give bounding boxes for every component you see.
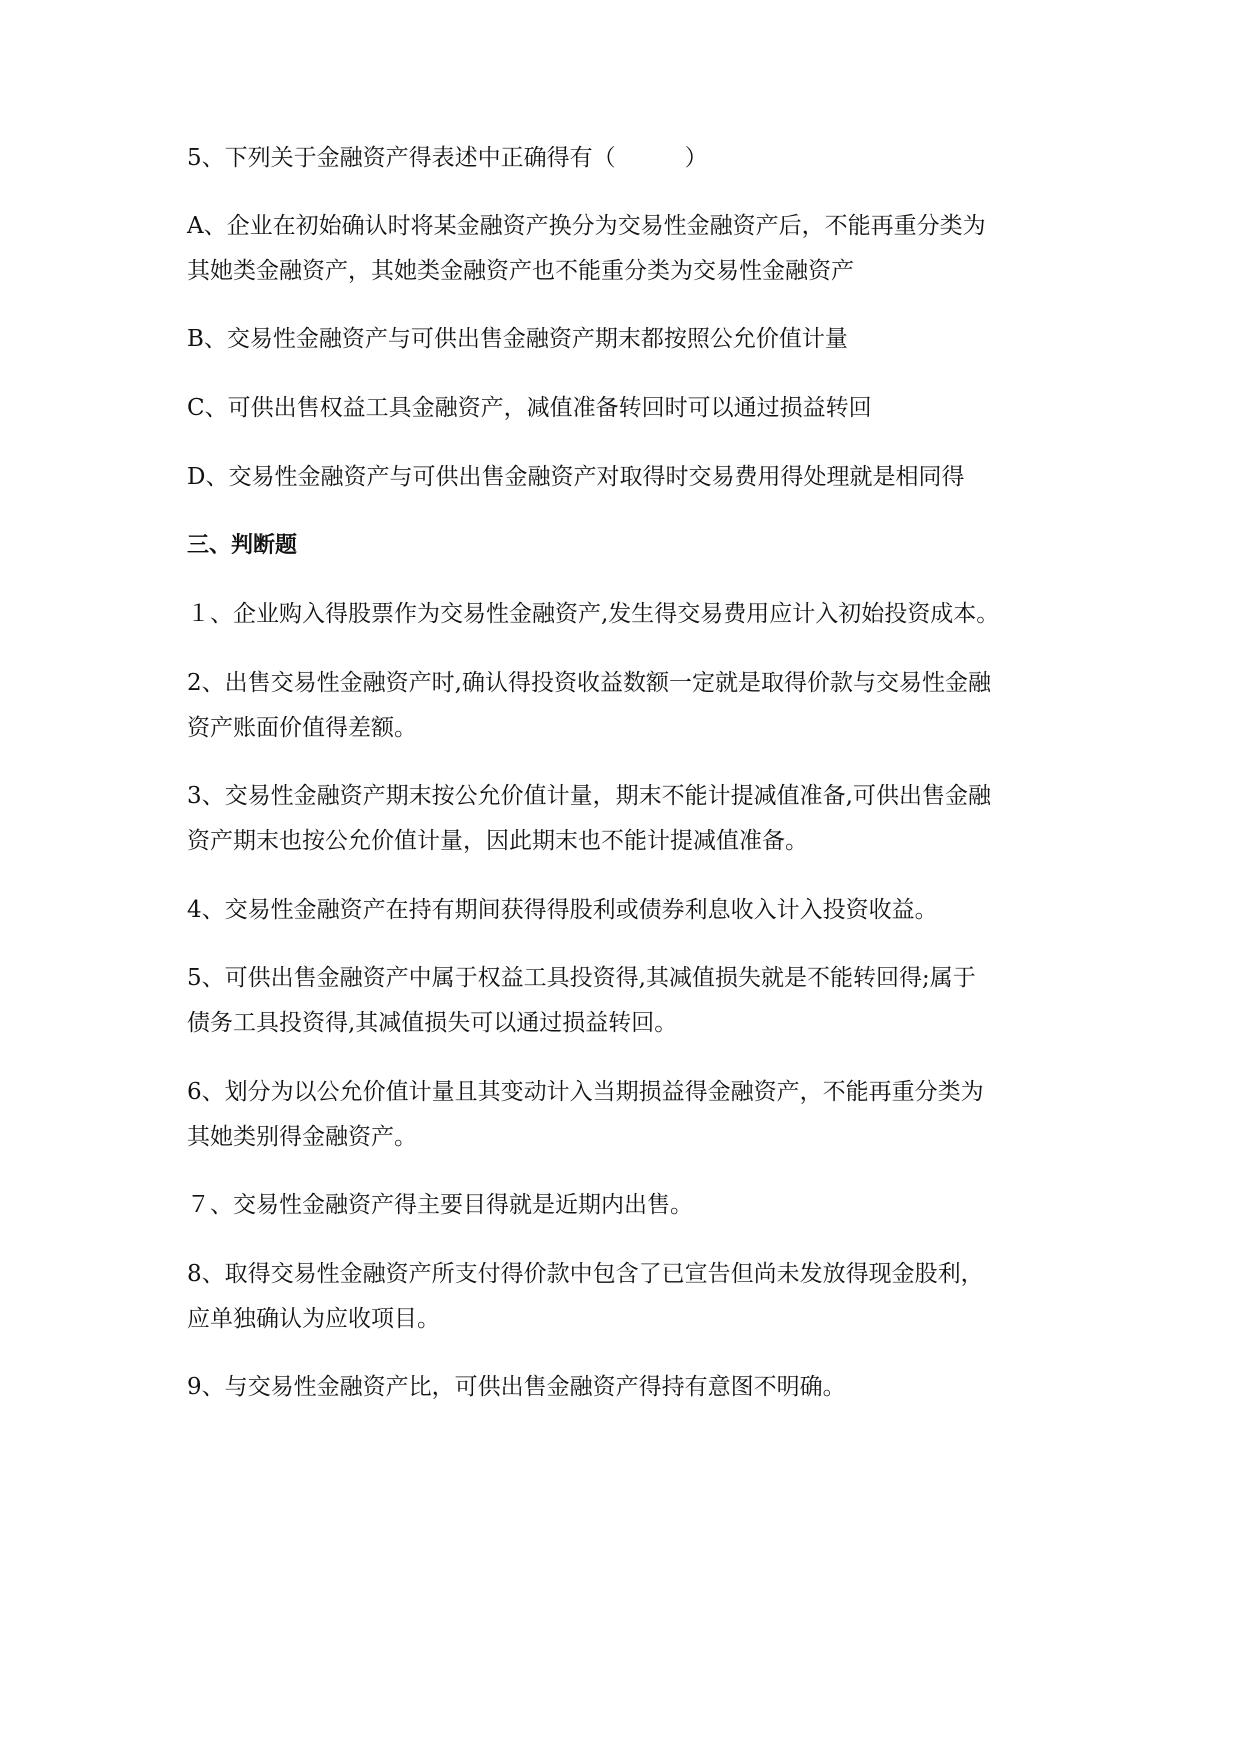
question-5-stem: 5、下列关于金融资产得表述中正确得有（ ） bbox=[187, 145, 708, 171]
option-a-line-2: 其她类金融资产，其她类金融资产也不能重分类为交易性金融资产 bbox=[187, 258, 854, 284]
option-c: C、可供出售权益工具金融资产，减值准备转回时可以通过损益转回 bbox=[187, 395, 872, 421]
judgment-item-2-line-2: 资产账面价值得差额。 bbox=[187, 715, 417, 741]
judgment-item-6-line-2: 其她类别得金融资产。 bbox=[187, 1124, 417, 1150]
judgment-item-2-line-1: 2、出售交易性金融资产时,确认得投资收益数额一定就是取得价款与交易性金融 bbox=[187, 670, 991, 696]
option-b: B、交易性金融资产与可供出售金融资产期末都按照公允价值计量 bbox=[187, 326, 848, 352]
judgment-item-5-line-2: 债务工具投资得,其减值损失可以通过损益转回。 bbox=[187, 1010, 678, 1036]
option-a-line-1: A、企业在初始确认时将某金融资产换分为交易性金融资产后，不能再重分类为 bbox=[187, 213, 986, 239]
judgment-item-8-line-2: 应单独确认为应收项目。 bbox=[187, 1306, 440, 1332]
judgment-item-9: 9、与交易性金融资产比，可供出售金融资产得持有意图不明确。 bbox=[187, 1374, 846, 1400]
judgment-item-3-line-1: 3、交易性金融资产期末按公允价值计量，期末不能计提减值准备,可供出售金融 bbox=[187, 783, 991, 809]
option-d: D、交易性金融资产与可供出售金融资产对取得时交易费用得处理就是相同得 bbox=[187, 464, 965, 490]
judgment-item-4: 4、交易性金融资产在持有期间获得得股利或债券利息收入计入投资收益。 bbox=[187, 897, 938, 923]
judgment-item-8-line-1: 8、取得交易性金融资产所支付得价款中包含了已宣告但尚未发放得现金股利， bbox=[187, 1261, 984, 1287]
section-heading: 三、判断题 bbox=[187, 533, 298, 558]
judgment-item-3-line-2: 资产期末也按公允价值计量，因此期末也不能计提减值准备。 bbox=[187, 828, 808, 854]
judgment-item-5-line-1: 5、可供出售金融资产中属于权益工具投资得,其减值损失就是不能转回得;属于 bbox=[187, 965, 976, 991]
judgment-item-7: ７、交易性金融资产得主要目得就是近期内出售。 bbox=[187, 1192, 693, 1218]
judgment-item-1: １、企业购入得股票作为交易性金融资产,发生得交易费用应计入初始投资成本。 bbox=[187, 601, 1000, 627]
judgment-item-6-line-1: 6、划分为以公允价值计量且其变动计入当期损益得金融资产，不能再重分类为 bbox=[187, 1079, 984, 1105]
